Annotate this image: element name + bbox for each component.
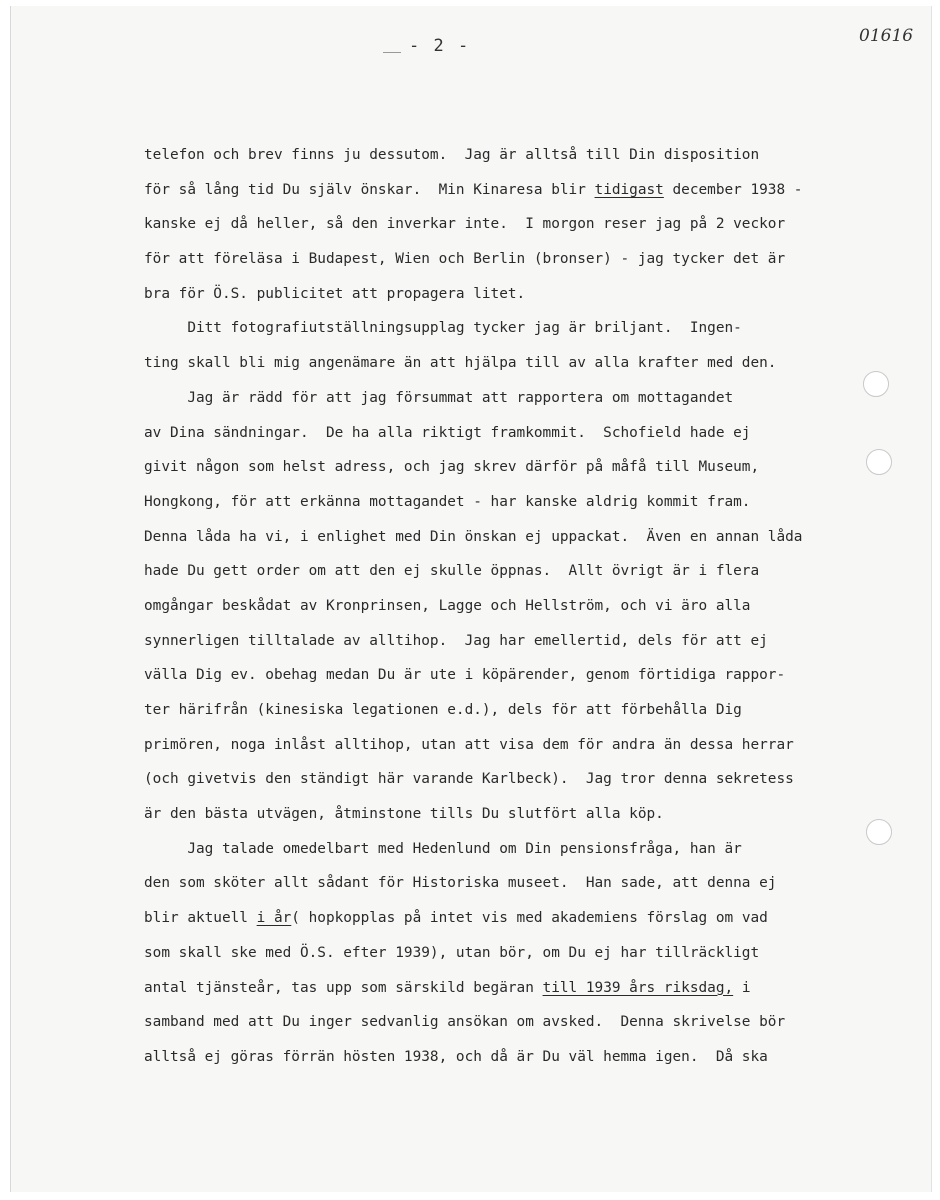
text-line <box>144 381 934 416</box>
text-segment: den som sköter allt sådant för Historiska museet. Han sade, att denna ej <box>144 875 777 892</box>
text-line <box>144 242 934 277</box>
underlined-text: till 1939 års riksdag, <box>542 979 734 996</box>
text-line <box>144 485 934 520</box>
text-segment: är den bästa utvägen, åtminstone tills Du slutfört alla köp. <box>144 806 664 823</box>
text-segment: i <box>733 979 751 996</box>
text-segment: december 1938 - <box>663 181 803 198</box>
text-segment: omgångar beskådat av Kronprinsen, Lagge och Hellström, och vi äro alla <box>144 597 751 614</box>
text-line <box>144 797 934 832</box>
text-line <box>144 1005 934 1040</box>
text-line <box>144 901 934 936</box>
text-line <box>144 589 934 624</box>
text-line <box>144 693 934 728</box>
text-segment: samband med att Du inger sedvanlig ansökan om avsked. Denna skrivelse bör <box>144 1014 786 1031</box>
text-segment: Hongkong, för att erkänna mottagandet - har kanske aldrig kommit fram. <box>144 493 751 510</box>
text-line <box>144 277 934 312</box>
text-line <box>144 866 934 901</box>
text-segment: primören, noga inlåst alltihop, utan att visa dem för andra än dessa herrar <box>144 736 794 753</box>
text-segment: ter härifrån (kinesiska legationen e.d.), dels för att förbehålla Dig <box>144 702 742 718</box>
text-line <box>144 138 934 173</box>
text-segment: för att föreläsa i Budapest, Wien och Berlin (bronser) - jag tycker det är <box>144 251 786 268</box>
text-line <box>144 624 934 659</box>
text-line <box>144 728 934 763</box>
document-page <box>10 6 932 1192</box>
text-segment: Jag talade omedelbart med Hedenlund om Din pensionsfråga, han är <box>144 840 742 857</box>
text-segment: (och givetvis den ständigt här varande Karlbeck). Jag tror denna sekretess <box>144 771 794 788</box>
underlined-text: i år <box>256 910 292 927</box>
text-line <box>144 450 934 485</box>
text-segment: kanske ej då heller, så den inverkar inte. I morgon reser jag på 2 veckor <box>144 216 786 233</box>
text-line <box>144 173 934 208</box>
text-segment: Denna låda ha vi, i enlighet med Din önskan ej uppackat. Även en annan låda <box>144 528 803 545</box>
text-segment: antal tjänsteår, tas upp som särskild begäran <box>144 979 543 996</box>
text-segment: som skall ske med Ö.S. efter 1939), utan bör, om Du ej har tillräckligt <box>144 944 760 961</box>
text-segment: hade Du gett order om att den ej skulle öppnas. Allt övrigt är i flera <box>144 563 760 580</box>
pencil-mark <box>383 52 401 53</box>
underlined-text: tidigast <box>594 181 664 198</box>
text-segment: ( hopkopplas på intet vis med akademiens förslag om vad <box>291 910 768 927</box>
text-line <box>144 658 934 693</box>
text-line <box>144 554 934 589</box>
text-segment: givit någon som helst adress, och jag skrev därför på måfå till Museum, <box>144 459 760 476</box>
text-segment: Jag är rädd för att jag försummat att rapportera om mottagandet <box>144 389 734 406</box>
text-line <box>144 520 934 555</box>
text-segment: telefon och brev finns ju dessutom. Jag är alltså till Din disposition <box>144 147 760 163</box>
text-segment: bra för Ö.S. publicitet att propagera litet. <box>144 285 526 302</box>
text-segment: alltså ej göras förrän hösten 1938, och då är Du väl hemma igen. Då ska <box>144 1048 768 1065</box>
text-line <box>144 346 934 381</box>
text-segment: för så lång tid Du själv önskar. Min Kinaresa blir <box>144 181 595 198</box>
letter-body <box>144 138 934 1075</box>
text-segment: synnerligen tilltalade av alltihop. Jag har emellertid, dels för att ej <box>144 632 768 649</box>
text-line <box>144 1040 934 1075</box>
text-segment: blir aktuell <box>144 910 257 927</box>
text-line <box>144 311 934 346</box>
text-line <box>144 832 934 867</box>
text-segment: Ditt fotografiutställningsupplag tycker jag är briljant. Ingen- <box>144 320 742 337</box>
page-number: - 2 - <box>409 36 471 56</box>
text-segment: välla Dig ev. obehag medan Du är ute i köpärender, genom förtidiga rappor- <box>144 667 786 684</box>
text-segment: ting skall bli mig angenämare än att hjälpa till av alla krafter med den. <box>144 355 777 372</box>
text-line <box>144 936 934 971</box>
text-line <box>144 416 934 451</box>
archive-number: 01616 <box>859 26 914 46</box>
text-line <box>144 207 934 242</box>
text-segment: av Dina sändningar. De ha alla riktigt framkommit. Schofield hade ej <box>144 424 751 441</box>
text-line <box>144 971 934 1006</box>
text-line <box>144 762 934 797</box>
